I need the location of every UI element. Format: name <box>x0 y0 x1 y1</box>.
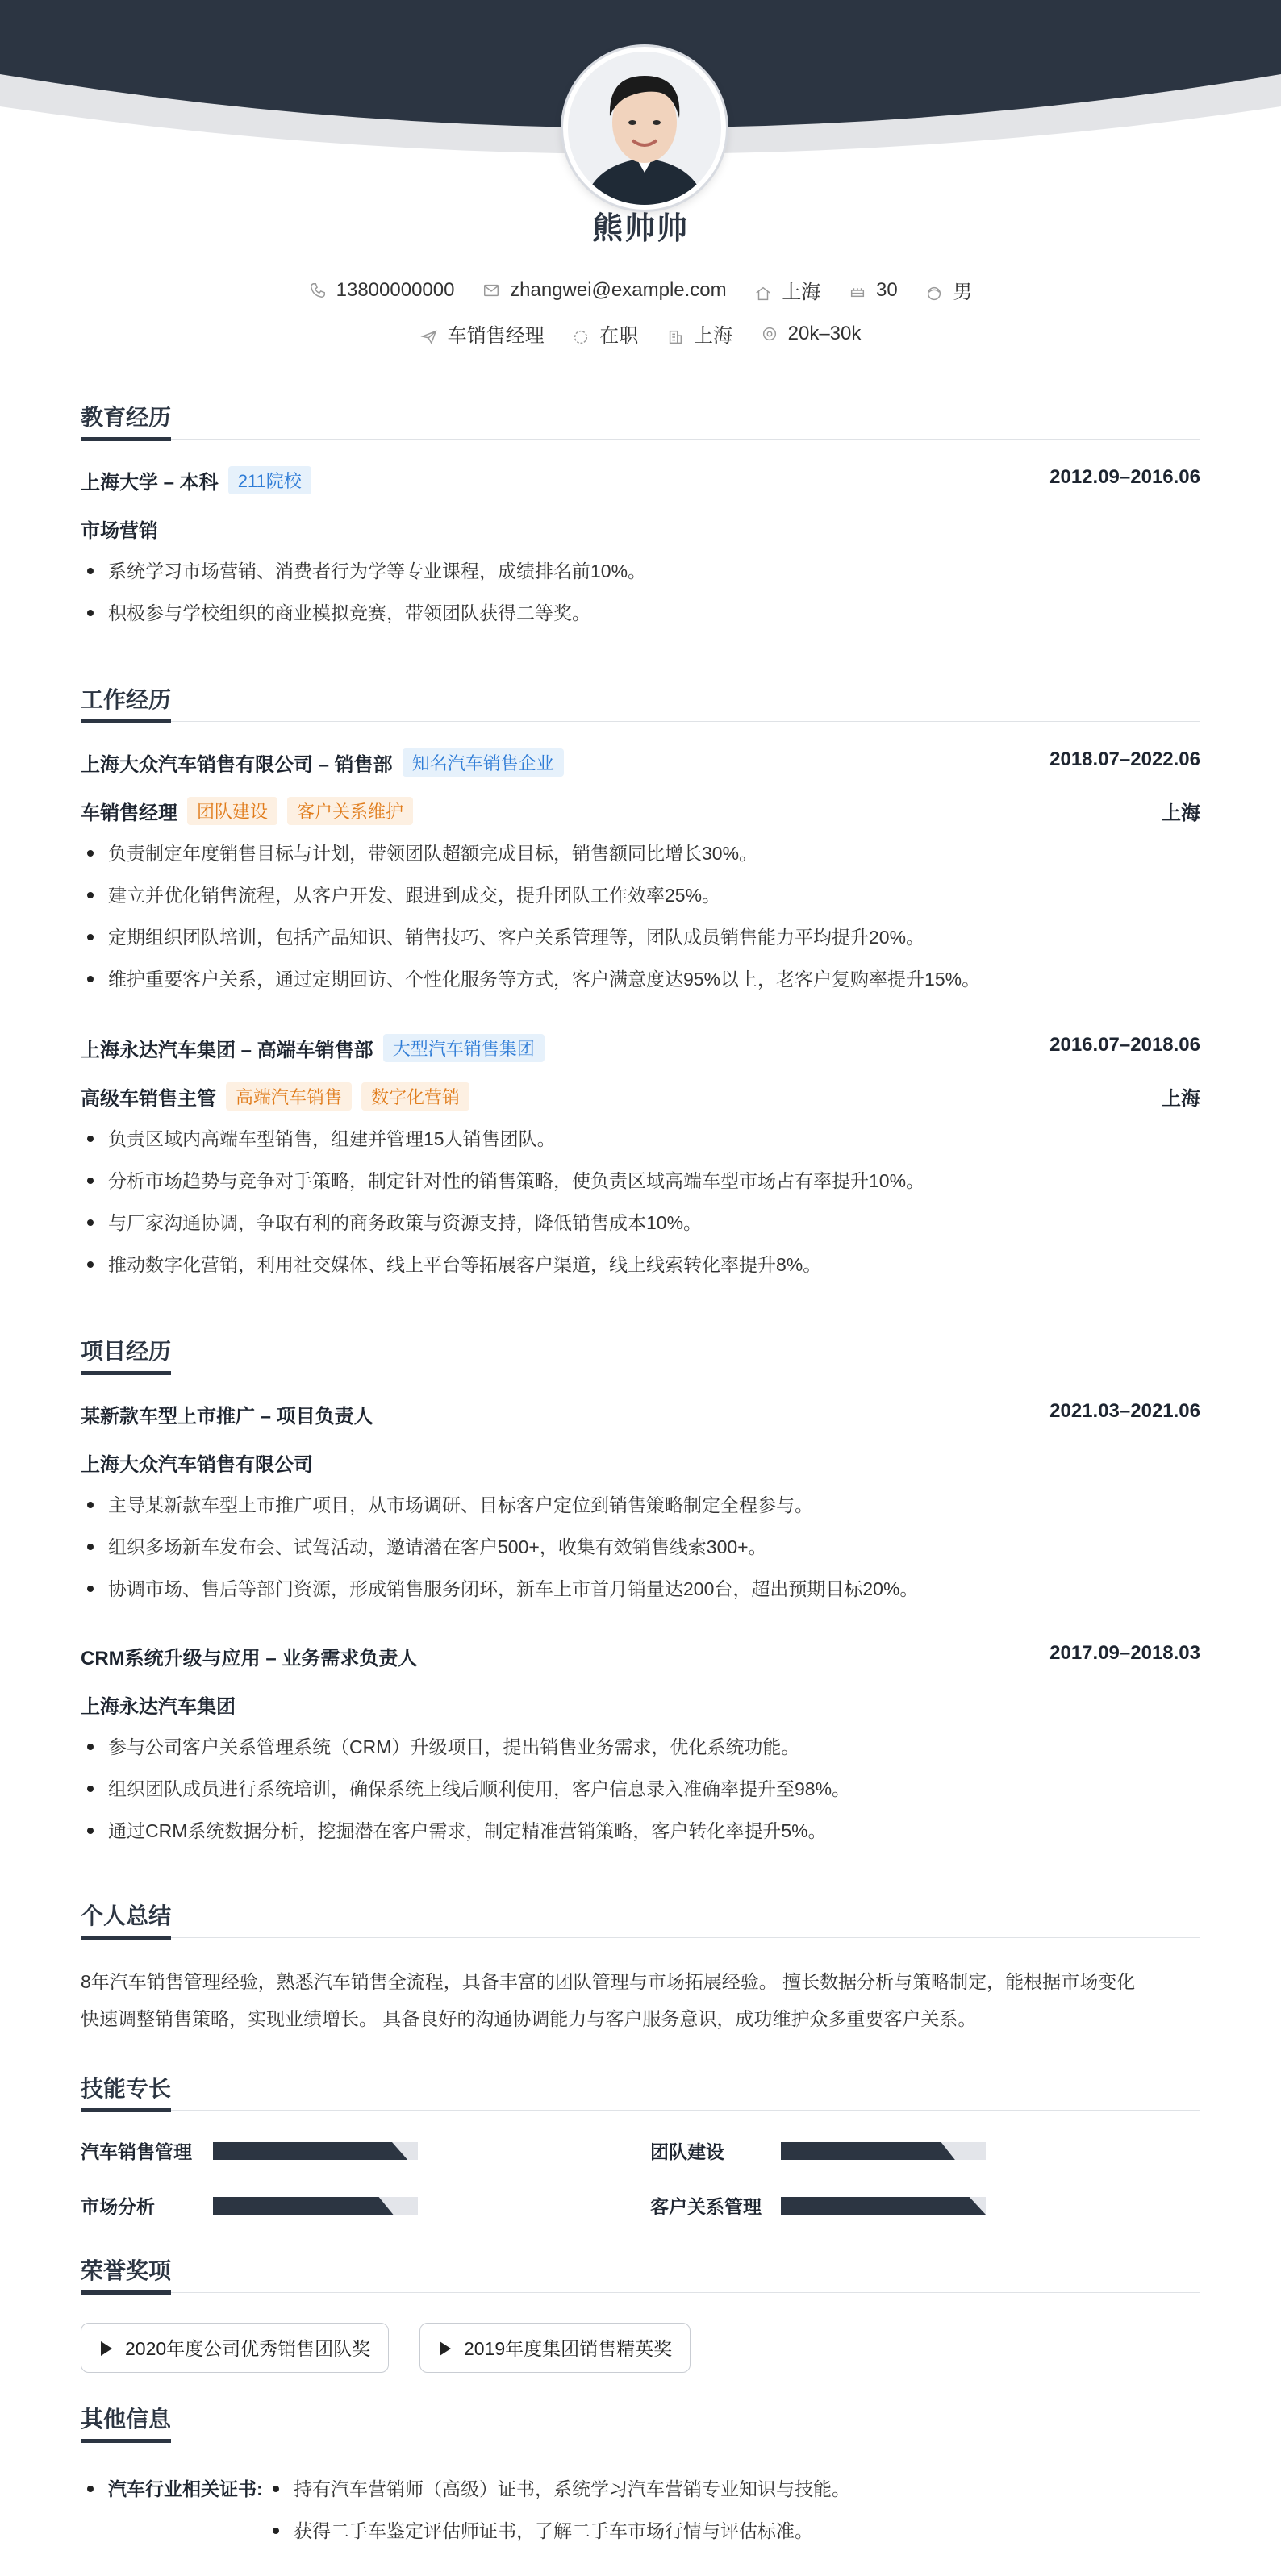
award-item: 2019年度集团销售精英奖 <box>419 2323 691 2373</box>
other-section <box>81 2402 1200 2541</box>
cake-icon <box>849 281 866 299</box>
work-title: 工作经历 <box>81 682 1200 718</box>
skill-bar-fill <box>781 2142 955 2160</box>
work-bullets <box>81 1118 1200 1286</box>
certificate-list <box>266 2468 1194 2552</box>
skills-title: 技能专长 <box>81 2071 1200 2107</box>
job-title-item <box>420 319 545 348</box>
education-title: 教育经历 <box>81 400 1200 436</box>
role-name: 高级车销售主管 <box>81 1088 216 1110</box>
job-title-text: 车销售经理 <box>447 325 545 347</box>
role-tag: 数字化营销 <box>361 1082 469 1111</box>
project-entry-head <box>81 1400 1200 1429</box>
work-bullets <box>81 832 1200 1000</box>
list-item: 维护重要客户关系，通过定期回访、个性化服务等方式，客户满意度达95%以上，老客户复购率提升15%。 <box>81 958 1200 1000</box>
status-icon <box>572 328 590 346</box>
age-text: 30 <box>875 278 898 301</box>
work-section <box>81 682 1200 1275</box>
skill-name: 市场分析 <box>81 2196 155 2217</box>
phone-item <box>309 279 455 302</box>
awards-section <box>81 2253 1200 2359</box>
company-tag: 大型汽车销售集团 <box>383 1034 545 1062</box>
role-tag: 客户关系维护 <box>287 797 413 825</box>
skill-bar <box>781 2197 986 2215</box>
projects-title: 项目经历 <box>81 1334 1200 1369</box>
list-item: 协调市场、售后等部门资源，形成销售服务闭环，新车上市首月销量达200台，超出预期目标20%。 <box>81 1568 1200 1610</box>
building-icon <box>666 328 684 346</box>
summary-section <box>81 1899 1200 2029</box>
list-item: 组织团队成员进行系统培训，确保系统上线后顺利使用，客户信息录入准确率提升至98%。 <box>81 1768 1200 1810</box>
contact-row <box>0 276 1281 304</box>
candidate-name: 熊帅帅 <box>591 212 689 246</box>
company-tag: 知名汽车销售企业 <box>403 748 564 777</box>
location-item <box>754 276 820 304</box>
summary-title: 个人总结 <box>81 1899 1200 1934</box>
role-tag: 团队建设 <box>187 797 277 825</box>
skill-bar-fill <box>213 2142 407 2160</box>
gender-icon <box>925 285 943 302</box>
project-org: 上海大众汽车销售有限公司 <box>81 1454 313 1476</box>
education-section <box>81 400 1200 623</box>
mail-icon <box>482 281 500 299</box>
email-text: zhangwei@example.com <box>510 278 727 301</box>
skill-bar <box>781 2142 986 2160</box>
gender-text: 男 <box>953 281 973 303</box>
education-bullets <box>81 550 1200 634</box>
project-bullets <box>81 1726 1200 1852</box>
work-location: 上海 <box>1162 1088 1200 1110</box>
education-period: 2012.09–2016.06 <box>1049 466 1200 488</box>
list-item: 主导某新款车型上市推广项目，从市场调研、目标客户定位到销售策略制定全程参与。 <box>81 1484 1200 1526</box>
work-entry-head <box>81 1034 1200 1063</box>
role-tag: 高端汽车销售 <box>226 1082 352 1111</box>
list-item: 通过CRM系统数据分析，挖掘潜在客户需求，制定精准营销策略，客户转化率提升5%。 <box>81 1810 1200 1852</box>
skill-bar <box>213 2197 418 2215</box>
work-role-row <box>81 1082 1200 1111</box>
school-tag: 211院校 <box>228 466 311 494</box>
list-item: 推动数字化营销，利用社交媒体、线上平台等拓展客户渠道，线上线索转化率提升8%。 <box>81 1244 1200 1286</box>
awards-title: 荣誉奖项 <box>81 2253 1200 2289</box>
list-item: 分析市场趋势与竞争对手策略，制定针对性的销售策略，使负责区域高端车型市场占有率提升10%。 <box>81 1160 1200 1202</box>
send-icon <box>420 328 438 346</box>
work-period: 2018.07–2022.06 <box>1049 748 1200 770</box>
skill-bar-fill <box>781 2197 986 2215</box>
email-item <box>482 279 727 302</box>
gender-item <box>925 276 972 304</box>
list-item: 定期组织团队培训，包括产品知识、销售技巧、客户关系管理等，团队成员销售能力平均提升20%。 <box>81 916 1200 958</box>
company-name: 上海大众汽车销售有限公司 – 销售部 <box>81 754 393 776</box>
certificate-label: 汽车行业相关证书: <box>81 2468 263 2510</box>
phone-text: 13800000000 <box>336 278 455 301</box>
list-item: 积极参与学校组织的商业模拟竞赛，带领团队获得二等奖。 <box>81 592 1200 634</box>
work-role-row <box>81 797 1200 826</box>
location-text: 上海 <box>782 281 821 303</box>
coin-icon <box>761 325 778 343</box>
work-entry-head <box>81 748 1200 777</box>
other-title: 其他信息 <box>81 2402 1200 2437</box>
salary-item <box>761 323 862 345</box>
project-bullets <box>81 1484 1200 1610</box>
city-item <box>666 319 732 348</box>
salary-text: 20k–30k <box>787 322 862 344</box>
skill-name: 团队建设 <box>650 2141 724 2162</box>
skill-name: 汽车销售管理 <box>81 2141 192 2162</box>
list-item: 负责区域内高端车型销售，组建并管理15人销售团队。 <box>81 1118 1200 1160</box>
list-item: 持有汽车营销师（高级）证书，系统学习汽车营销专业知识与技能。 <box>266 2468 1194 2510</box>
work-location: 上海 <box>1162 802 1200 824</box>
list-item: 获得二手车鉴定评估师证书，了解二手车市场行情与评估标准。 <box>266 2510 1194 2552</box>
project-name: CRM系统升级与应用 – 业务需求负责人 <box>81 1648 418 1669</box>
list-item: 建立并优化销售流程，从客户开发、跟进到成交，提升团队工作效率25%。 <box>81 874 1200 916</box>
project-name: 某新款车型上市推广 – 项目负责人 <box>81 1406 373 1428</box>
school-name: 上海大学 – 本科 <box>81 472 219 494</box>
list-item: 参与公司客户关系管理系统（CRM）升级项目，提出销售业务需求，优化系统功能。 <box>81 1726 1200 1768</box>
phone-icon <box>309 281 327 299</box>
skills-section <box>81 2071 1200 2217</box>
project-period: 2017.09–2018.03 <box>1049 1642 1200 1664</box>
project-period: 2021.03–2021.06 <box>1049 1400 1200 1422</box>
status-item <box>572 319 638 348</box>
list-item: 与厂家沟通协调，争取有利的商务政策与资源支持，降低销售成本10%。 <box>81 1202 1200 1244</box>
list-item: 组织多场新车发布会、试驾活动，邀请潜在客户500+，收集有效销售线索300+。 <box>81 1526 1200 1568</box>
projects-section <box>81 1334 1200 1841</box>
skill-bar-fill <box>213 2197 394 2215</box>
company-name: 上海永达汽车集团 – 高端车销售部 <box>81 1040 373 1061</box>
skill-bar <box>213 2142 418 2160</box>
education-major: 市场营销 <box>81 520 158 542</box>
award-item: 2020年度公司优秀销售团队奖 <box>81 2323 389 2373</box>
home-icon <box>754 285 772 302</box>
project-entry-head <box>81 1642 1200 1671</box>
status-text: 在职 <box>599 325 639 347</box>
skill-name: 客户关系管理 <box>650 2196 762 2217</box>
education-entry-head <box>81 466 1200 495</box>
list-item: 系统学习市场营销、消费者行为学等专业课程，成绩排名前10%。 <box>81 550 1200 592</box>
work-period: 2016.07–2018.06 <box>1049 1034 1200 1056</box>
avatar <box>563 47 726 210</box>
age-item <box>849 279 898 302</box>
summary-text: 8年汽车销售管理经验，熟悉汽车销售全流程，具备丰富的团队管理与市场拓展经验。 擅长数据分析与策略制定，能根据市场变化 快速调整销售策略，实现业绩增长。 具备良好的沟通协调能力与客户服务意识，成功维护众多重要客户关系。 <box>81 1971 1136 2029</box>
job-intent-row <box>0 319 1281 348</box>
list-item: 负责制定年度销售目标与计划，带领团队超额完成目标，销售额同比增长30%。 <box>81 832 1200 874</box>
role-name: 车销售经理 <box>81 802 177 824</box>
project-org: 上海永达汽车集团 <box>81 1696 236 1718</box>
city-text: 上海 <box>693 325 732 347</box>
